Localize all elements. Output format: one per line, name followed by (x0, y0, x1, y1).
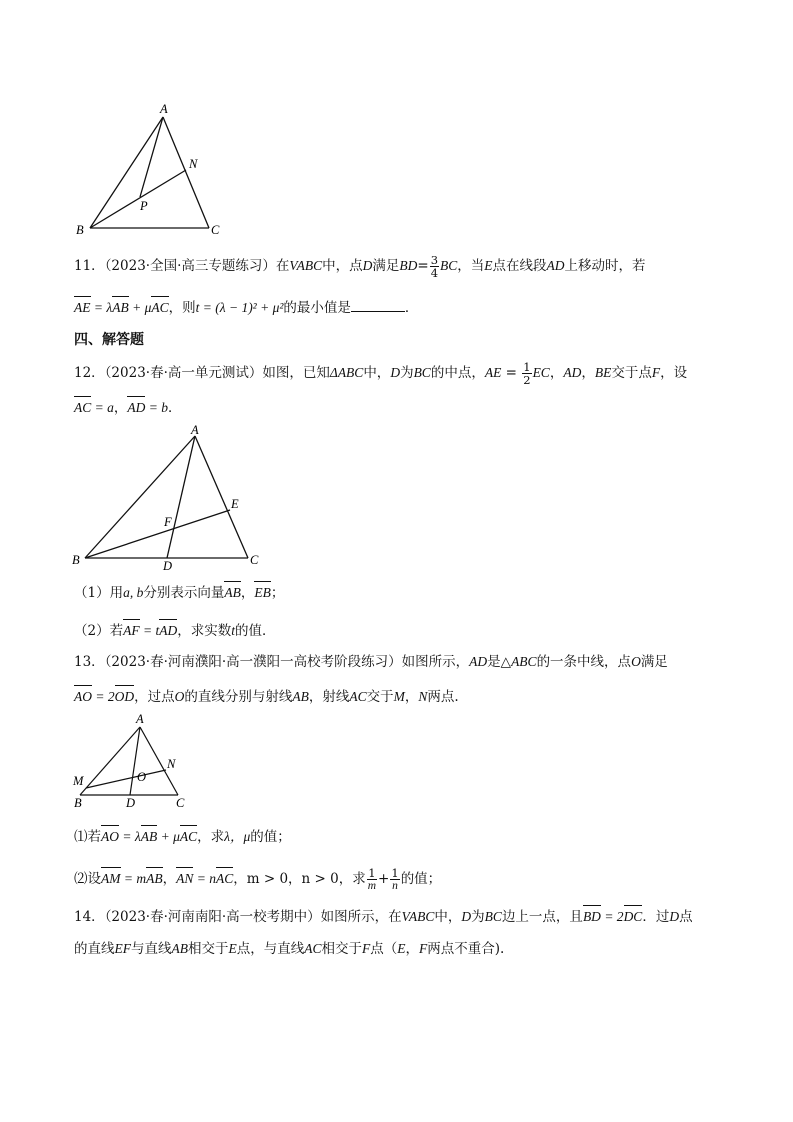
q12-text: 的中点， (430, 365, 485, 381)
q14-text: 为 (471, 909, 485, 925)
q13-text: ，过点 (134, 689, 175, 705)
q12-line1 (74, 361, 687, 386)
q14-point-e: E (228, 941, 237, 956)
q14-triangle: VABC (401, 909, 435, 924)
label-c: C (176, 796, 185, 810)
q14-text: 的直线 (74, 941, 115, 957)
vec-ac: AC (151, 298, 168, 318)
vec-ac: AC (74, 398, 91, 418)
q13-line1 (74, 652, 668, 672)
q13-comma: ， (404, 689, 419, 705)
q11-point-d: D (362, 258, 373, 273)
q13-fraction-1m (367, 867, 377, 892)
figure-triangle-anp (74, 98, 234, 238)
vec-am: AM (101, 869, 121, 889)
q11-triangle: VABC (289, 258, 323, 273)
q13-text: 如图所示， (401, 654, 470, 670)
q14-eq: = 2 (600, 909, 624, 924)
q12-sub1 (74, 583, 284, 603)
vec-af: AF (123, 621, 140, 641)
answer-blank (351, 299, 405, 312)
vec-ab: AB (146, 869, 163, 889)
q12-text: 中， (363, 365, 391, 381)
q13-text: 满足 (640, 654, 668, 670)
q13-sub2-plus: + (378, 871, 390, 887)
q12-eq-b: = b (145, 400, 169, 415)
vec-ab: AB (141, 827, 158, 847)
label-b: B (74, 796, 82, 810)
q14-text: ， (405, 941, 420, 957)
q13-sub1-text: 的值； (250, 829, 291, 845)
q13-point-o: O (174, 689, 185, 704)
label-n: N (189, 157, 198, 171)
q12-point-d: D (390, 365, 401, 380)
q14-point-e: E (397, 941, 406, 956)
q12-sub1-end: ； (270, 585, 285, 601)
q11-text: ，当 (457, 258, 485, 274)
label-c: C (250, 553, 259, 567)
q12-sub1-comma: ， (240, 585, 255, 601)
figure-triangle-mno (70, 710, 200, 812)
q12-sub1-text: 分别表示向量 (143, 585, 225, 601)
q14-text: 中， (434, 909, 462, 925)
q11-t-expression: t = (λ − 1)² + μ² (195, 300, 284, 315)
q11-text: 的最小值是 (283, 300, 351, 316)
q14-text: 点（ (370, 941, 398, 957)
q13-abc: ABC (511, 654, 537, 669)
q12-sub1-text: （1）用 (74, 585, 124, 601)
frac-num: 1 (391, 866, 399, 880)
q13-number: 13． (74, 654, 105, 670)
q12-sub2-eq: = t (139, 623, 160, 638)
frac-den: m (367, 880, 377, 892)
q14-ab: AB (171, 941, 188, 956)
q12-line2 (74, 398, 182, 418)
label-m: M (73, 774, 84, 788)
q13-text: 的直线分别与射线 (184, 689, 293, 705)
q11-number: 11． (74, 258, 105, 274)
label-n: N (167, 757, 176, 771)
q12-eq-a: = a (91, 400, 114, 415)
q12-text: ，设 (660, 365, 688, 381)
q12-sub1-vectors: a, b (123, 585, 144, 600)
q14-point-d: D (461, 909, 472, 924)
q12-point-f: F (651, 365, 661, 380)
q14-text: 相交于 (188, 941, 229, 957)
label-o: O (137, 770, 147, 784)
q11-point-e: E (484, 258, 493, 273)
label-b: B (72, 553, 80, 567)
q12-sub2 (74, 621, 275, 641)
q13-line2 (74, 687, 459, 707)
q12-text: 为 (400, 365, 414, 381)
q14-source: （2023·春·河南南阳·高一校考期中） (104, 909, 321, 925)
q14-text: 点，与直线 (236, 941, 305, 957)
q12-be: BE (594, 365, 612, 380)
q11-text: 中，点 (322, 258, 363, 274)
q13-sub1-lambda-mu: λ，μ (224, 829, 251, 844)
q14-point-d: D (669, 909, 680, 924)
q13-eq: = 2 (92, 689, 115, 704)
q14-line2 (74, 939, 504, 959)
q14-bc: BC (484, 909, 502, 924)
q11-text: 在 (275, 258, 290, 274)
q13-fraction-1n (390, 867, 399, 892)
section-heading: 四、解答题 (74, 332, 144, 348)
vec-ae: AE (74, 298, 91, 318)
q13-sub2 (74, 867, 441, 892)
vec-ac: AC (216, 869, 233, 889)
label-p: P (140, 199, 148, 213)
q11-line1 (74, 254, 646, 279)
q13-text: 的一条中线，点 (536, 654, 632, 670)
q12-number: 12． (74, 365, 105, 381)
label-c: C (211, 223, 220, 237)
q11-fraction (430, 254, 439, 279)
q14-point-f: F (362, 941, 371, 956)
frac-den: n (392, 880, 398, 892)
q11-line2 (74, 298, 418, 318)
q12-comma: ， (113, 400, 128, 416)
q14-text: 如图所示，在 (320, 909, 402, 925)
q12-triangle: ΔABC (329, 365, 364, 380)
vec-bd: BD (583, 907, 601, 927)
q12-text: ， (549, 365, 564, 381)
q13-sub1-text: ，求 (197, 829, 225, 845)
q13-sub1-formula: = λ (119, 829, 141, 844)
label-a: A (136, 712, 144, 726)
q12-source: （2023·春·高一单元测试） (104, 365, 263, 381)
q12-frac-num: 1 (523, 360, 531, 374)
label-d: D (163, 559, 173, 572)
q11-end: ． (404, 300, 419, 316)
q13-sub2-comma: ， (162, 871, 177, 887)
q11-frac-num: 3 (430, 253, 439, 267)
q11-frac-den: 4 (430, 266, 439, 280)
q13-point-o: O (631, 654, 641, 669)
q14-point-f: F (419, 941, 428, 956)
q14-text: 两点不重合). (427, 941, 505, 957)
q13-sub2-eq: = n (193, 871, 216, 886)
q12-ec: EC (532, 365, 550, 380)
q13-sub2-condition: ，m > 0，n > 0，求 (233, 871, 366, 887)
q11-formula: + μ (128, 300, 152, 315)
q13-text: 两点. (427, 689, 459, 705)
q12-eq: = (501, 365, 522, 381)
q13-sub2-text: ⑵设 (74, 871, 101, 887)
q13-point-m: M (393, 689, 405, 704)
q14-ac: AC (304, 941, 322, 956)
q13-ab: AB (292, 689, 309, 704)
q14-line1 (74, 907, 693, 927)
q13-sub1-formula: + μ (157, 829, 180, 844)
vec-ab: AB (112, 298, 129, 318)
q12-ad: AD (563, 365, 582, 380)
q11-text: 点在线段 (492, 258, 547, 274)
vec-ad: AD (159, 621, 177, 641)
q11-formula: = λ (90, 300, 113, 315)
q14-text: 相交于 (321, 941, 363, 957)
q11-bc: BC (440, 258, 458, 273)
frac-num: 1 (368, 866, 376, 880)
q13-text: 是△ (487, 654, 512, 670)
q11-text: 满足 (372, 258, 400, 274)
q13-sub1 (74, 827, 291, 847)
q13-source: （2023·春·河南濮阳·高一濮阳一高校考阶段练习） (104, 654, 402, 670)
q13-ac: AC (349, 689, 367, 704)
label-e: E (231, 497, 239, 511)
vec-ab: AB (224, 583, 241, 603)
q11-ad: AD (546, 258, 565, 273)
q13-point-n: N (418, 689, 428, 704)
q12-sub2-text: 的值． (234, 623, 276, 639)
q12-frac-den: 2 (523, 373, 531, 387)
vec-dc: DC (624, 907, 643, 927)
vec-an: AN (176, 869, 193, 889)
vec-ac: AC (180, 827, 197, 847)
q12-ae: AE (484, 365, 502, 380)
q14-text: 边上一点，且 (501, 909, 583, 925)
q13-sub1-text: ⑴若 (74, 829, 101, 845)
label-a: A (160, 102, 168, 116)
q12-sub2-text: ，求实数 (177, 623, 232, 639)
vec-od: OD (115, 687, 135, 707)
q14-number: 14． (74, 909, 105, 925)
q11-text: 上移动时，若 (564, 258, 646, 274)
vec-ao: AO (101, 827, 119, 847)
q14-text: 与直线 (131, 941, 172, 957)
q11-text: ，则 (168, 300, 196, 316)
vec-eb: EB (254, 583, 271, 603)
q12-end: ． (168, 400, 182, 416)
q12-sub2-text: （2）若 (74, 623, 124, 639)
label-a: A (191, 423, 199, 437)
q13-ad: AD (469, 654, 488, 669)
label-b: B (76, 223, 84, 237)
q14-text: 点 (679, 909, 693, 925)
q12-text: 如图，已知 (262, 365, 330, 381)
figure-triangle-abc-def (70, 422, 270, 572)
q14-ef: EF (114, 941, 131, 956)
q11-bd: BD (399, 258, 418, 273)
q12-sub2-t: t (231, 623, 235, 638)
vec-ao: AO (74, 687, 92, 707)
q13-sub2-end: 的值； (400, 871, 442, 887)
q12-text: 交于点 (611, 365, 652, 381)
vec-ad: AD (127, 398, 145, 418)
q13-sub2-eq: = m (120, 871, 147, 886)
q12-fraction (522, 361, 531, 386)
q14-text: ．过 (642, 909, 670, 925)
q13-text: 交于 (366, 689, 394, 705)
label-d: D (126, 796, 136, 810)
q11-source: （2023·全国·高三专题练习） (104, 258, 276, 274)
label-f: F (164, 515, 172, 529)
q12-comma: ， (581, 365, 595, 381)
q13-text: ，射线 (308, 689, 350, 705)
q11-eq: = (417, 258, 429, 274)
q12-bc: BC (413, 365, 431, 380)
